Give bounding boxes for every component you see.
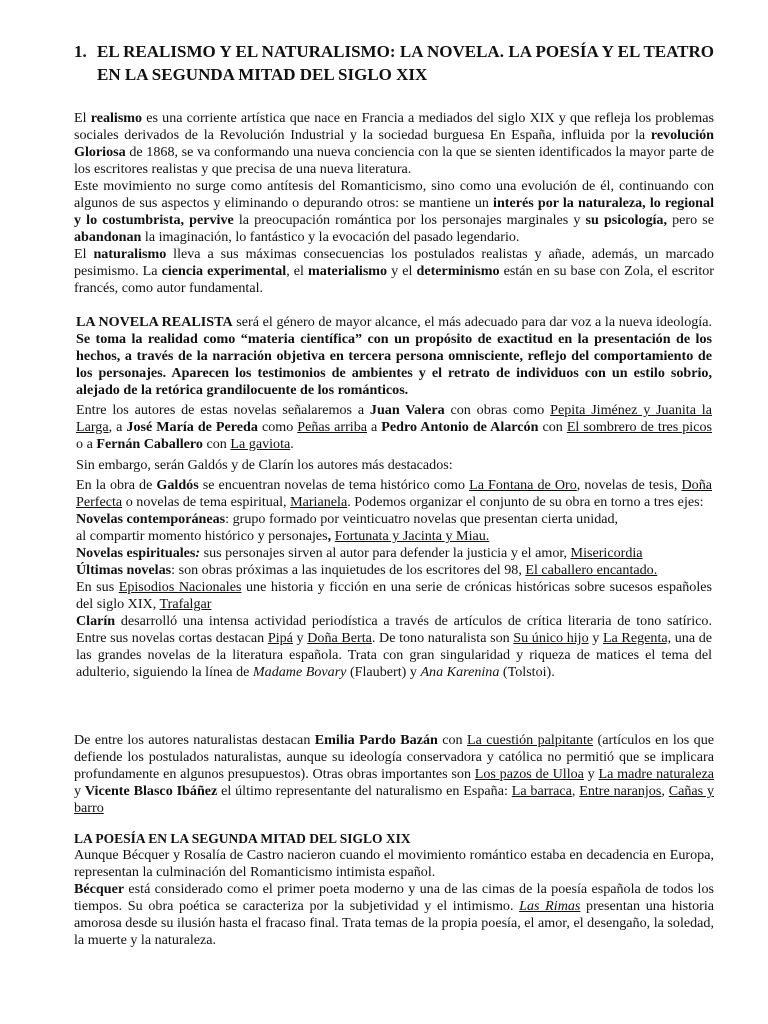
bold-phrase: interés por la naturaleza, lo regional y lo costumbrista, pervive [74,195,714,228]
text: el último representante del naturalismo en España: [217,783,512,799]
text: con obras como [444,402,551,418]
movimiento-paragraph [74,178,714,246]
work-title: Marianela [290,494,348,510]
title-number: 1. [74,42,87,61]
transition-sentence: Sin embargo, serán Galdós y de Clarín los autores más destacados: [76,457,453,473]
autores-paragraph [76,402,712,453]
text: , [571,783,580,799]
text: están en su base con Zola, el escritor francés, como autor fundamental. [74,263,714,296]
text: la preocupación romántica por los personajes marginales y [233,212,586,228]
espirituales-item [76,545,712,562]
page-title [74,40,714,86]
work-title: Peñas arriba [297,419,368,435]
text: Este movimiento no surge como antítesis del Romanticismo, sino como una evolución de él, continuando con algunos de sus aspectos y eliminando o depurando otros: se mantiene un [74,178,714,211]
work-title: Doña Berta [307,630,372,646]
poesia-section [74,830,714,949]
text: sus personajes sirven al autor para defender la justicia y el amor, [200,545,571,561]
text: a [367,419,382,435]
episodios-paragraph [76,579,712,613]
text: o novelas de tema espiritual, [122,494,291,510]
work-title: Trafalgar [159,596,212,612]
text: , [661,783,669,799]
text: (Tolstoi). [499,664,555,680]
author-pereda: José María de Pereda [126,419,258,435]
text: es una corriente artística que nace en Francia a mediados del siglo XIX y que refleja los problemas sociales derivados de la Revolución Industrial y la sociedad burguesa En España, influida por la [74,110,714,143]
text: En la obra de [76,477,157,493]
naturalismo-paragraph [74,246,714,297]
bold-phrase: determinismo [416,263,500,279]
intro-section [74,110,714,297]
ultimas-item [76,562,712,579]
work-title: La Fontana de Oro [469,477,577,493]
work-title: La Regenta, [602,630,672,646]
text: al compartir momento histórico y personajes [76,528,328,544]
text: , [327,528,335,544]
text: y [292,630,308,646]
author-becquer: Bécquer [74,881,125,897]
galdos-paragraph [76,477,712,511]
text: o a [76,436,97,452]
text: . De tono naturalista son [371,630,514,646]
text: , el [286,263,309,279]
novela-intro [76,314,712,399]
work-title: Episodios Nacionales [118,579,242,595]
novela-paragraph [76,314,712,399]
text: El [74,110,91,126]
work-title: Madame Bovary [252,664,347,680]
work-title: Pepita Jiménez y Juanita la Larga [76,402,712,435]
text: y [588,630,603,646]
category-label: Últimas novelas [76,562,172,578]
text: De entre los autores naturalistas destacan [74,732,315,748]
text: Entre los autores de estas novelas señalaremos a [76,402,370,418]
work-title: Los pazos de Ulloa [474,766,584,782]
text: El [74,246,94,262]
contemporaneas-item-cont [76,528,712,545]
work-title: La gaviota [230,436,291,452]
section-heading-novela: LA NOVELA REALISTA [76,314,233,330]
author-valera: Juan Valera [369,402,445,418]
bold-phrase: materialismo [308,263,388,279]
work-title: Entre naranjos [579,783,662,799]
work-title: Fortunata y Jacinta y Miau. [334,528,490,544]
text: : grupo formado por veinticuatro novelas que presentan cierta unidad, [225,511,619,527]
text: y [74,783,85,799]
sin-embargo [76,457,712,474]
work-title: La madre naturaleza [598,766,715,782]
work-title: Ana Karenina [420,664,500,680]
text: , a [108,419,127,435]
work-title: Doña Perfecta [76,477,712,510]
text: con [538,419,567,435]
text: . [290,436,294,452]
galdos-section [76,477,712,681]
realismo-paragraph [74,110,714,178]
work-title: Su único hijo [513,630,589,646]
text: y el [387,263,417,279]
term-revolucion-gloriosa: revolución Gloriosa [74,127,714,160]
naturalistas-section [74,732,714,817]
text: está considerado como el primer poeta moderno y una de las cimas de la poesía española de todos los tiempos. Su obra poética se caracteriza por la subjetividad y el intimismo. [74,881,714,914]
text: una de las grandes novelas de la literatura española. Trata con gran singularidad y riqueza de matices el tema del adulterio, siguiendo la línea de [76,630,713,680]
author-blasco-ibanez: Vicente Blasco Ibáñez [84,783,218,799]
work-title: El caballero encantado. [525,562,658,578]
bold-phrase: Se toma la realidad como “materia científica” con un propósito de exactitud en la presentación de los hechos, a través de la narración objetiva en tercera persona omnisciente, reflejo del comportamiento de los personajes. Aparecen los testimonios de ambientes y el retrato de individuos con un estilo sobrio, alejado de la retórica grandilocuente de los románticos. [76,331,712,398]
naturalistas-paragraph [74,732,714,817]
text: con [437,732,467,748]
bold-phrase: abandonan [74,229,142,245]
work-title: Misericordia [570,545,643,561]
work-title: La cuestión palpitante [466,732,594,748]
autores-section [76,402,712,453]
clarin-paragraph [76,613,712,681]
author-pardo-bazan: Emilia Pardo Bazán [314,732,438,748]
text: : [195,545,201,561]
poesia-paragraph-1: Aunque Bécquer y Rosalía de Castro nacieron cuando el movimiento romántico estaba en decadencia en Europa, representan la culminación del Romanticismo intimista español. [74,847,714,880]
work-title: El sombrero de tres picos [566,419,713,435]
text: y [583,766,599,782]
text: pero se [666,212,714,228]
text: lleva a sus máximas consecuencias los postulados realistas y añade, además, un marcado pesimismo. La [74,246,714,279]
work-title: La barraca [511,783,572,799]
author-galdos: Galdós [156,477,199,493]
text: une historia y ficción en una serie de crónicas históricas sobre sucesos españoles del siglo XIX, [76,579,712,612]
text: : son obras próximas a las inquietudes de los escritores del 98, [171,562,526,578]
work-title: Las Rimas [519,898,581,914]
text: se encuentran novelas de tema histórico como [198,477,470,493]
text: como [257,419,298,435]
becquer-paragraph [74,881,714,949]
work-title: Pipá [267,630,293,646]
text: de 1868, se va conformando una nueva conciencia con la que se sienten identificados la mayor parte de los escritores realistas y que precisa de una nueva literatura. [74,144,714,177]
text: desarrolló una intensa actividad periodística a través de artículos de crítica literaria de tono satírico. Entre sus novelas cortas destacan [76,613,712,646]
text: (Flaubert) y [346,664,421,680]
bold-phrase: ciencia experimental [161,263,287,279]
contemporaneas-item [76,511,712,528]
text: . Podemos organizar el conjunto de su obra en torno a tres ejes: [347,494,704,510]
term-realismo: realismo [90,110,143,126]
text: presentan una historia amorosa desde su ilusión hasta el fracaso final. Trata temas de la propia poesía, el amor, el desengaño, la soledad, la muerte y la naturaleza. [74,898,714,948]
text: será el género de mayor alcance, el más adecuado para dar voz a la nueva ideología. [232,314,712,330]
title-text: EL REALISMO Y EL NATURALISMO: LA NOVELA. LA POESÍA Y EL TEATRO EN LA SEGUNDA MITAD DEL SIGLO XIX [97,42,714,84]
text: con [202,436,231,452]
term-naturalismo: naturalismo [93,246,167,262]
text: la imaginación, lo fantástico y la evocación del pasado legendario. [141,229,520,245]
text: , novelas de tesis, [576,477,682,493]
section-heading-poesia: LA POESÍA EN LA SEGUNDA MITAD DEL SIGLO XIX [74,831,411,846]
text: (artículos en los que defiende los postulados naturalistas, aunque su ideología conservadora y católica no permitió que se implicara profundamente en algunos presupuestos). Otras obras importantes son [74,732,714,782]
author-alarcon: Pedro Antonio de Alarcón [381,419,539,435]
bold-phrase: su psicología, [585,212,667,228]
text: En sus [76,579,119,595]
author-clarin: Clarín [76,613,116,629]
author-caballero: Fernán Caballero [96,436,203,452]
category-label: Novelas contemporáneas [76,511,226,527]
category-label: Novelas espirituales [76,545,196,561]
work-title: Cañas y barro [74,783,715,816]
